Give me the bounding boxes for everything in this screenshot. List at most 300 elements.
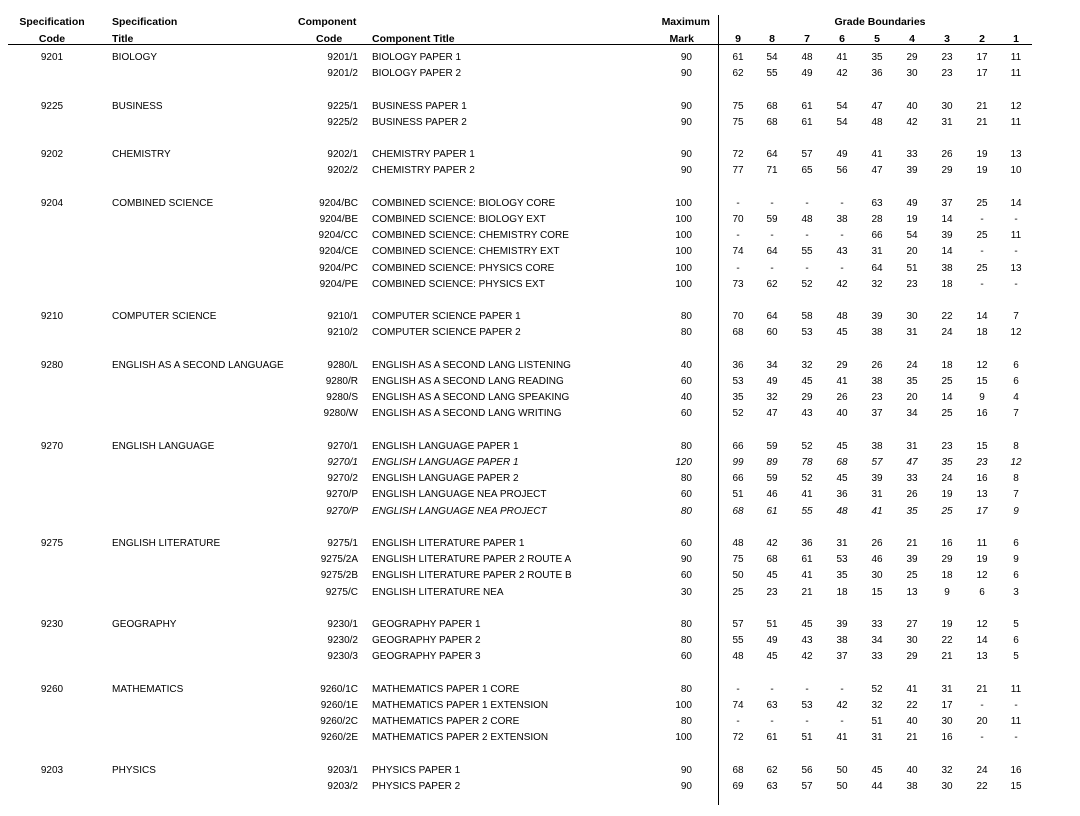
grade-3-boundary: 29 <box>941 165 953 177</box>
grade-2-boundary: 21 <box>976 100 988 112</box>
component-code: 9270/1 <box>327 440 358 452</box>
grade-6-boundary: 41 <box>836 732 848 744</box>
grade-2-boundary: 13 <box>976 489 988 501</box>
grade-7-boundary: 45 <box>801 376 813 387</box>
maximum-mark: 100 <box>675 197 692 209</box>
component-title: PHYSICS PAPER 2 <box>372 781 461 792</box>
grade-9-boundary: 68 <box>732 327 744 339</box>
spec-title: MATHEMATICS <box>112 683 184 695</box>
column-divider <box>718 15 719 805</box>
grade-7-boundary: 61 <box>801 116 813 128</box>
grade-9-boundary: - <box>736 262 740 274</box>
grade-9-boundary: 48 <box>732 651 744 663</box>
component-code: 9225/1 <box>327 100 358 112</box>
maximum-mark: 100 <box>675 700 692 711</box>
spec-code: 9204 <box>40 197 64 209</box>
component-title: ENGLISH LITERATURE PAPER 2 ROUTE B <box>372 570 572 582</box>
grade-7-boundary: 45 <box>801 619 813 630</box>
grade-4-boundary: 19 <box>906 214 918 225</box>
maximum-mark: 100 <box>675 246 692 258</box>
component-code: 9204/PE <box>319 278 358 290</box>
spec-code: 9225 <box>40 100 64 112</box>
grade-7-boundary: 43 <box>801 635 813 647</box>
grade-7-boundary: 52 <box>801 473 813 485</box>
grade-8-boundary: 23 <box>766 586 778 598</box>
grade-8-boundary: 34 <box>766 359 778 371</box>
grade-3-boundary: 30 <box>941 100 953 112</box>
grade-8-boundary: 63 <box>766 700 778 711</box>
maximum-mark: 90 <box>680 149 692 161</box>
grade-5-boundary: 47 <box>871 165 883 177</box>
grade-5-boundary: 26 <box>871 359 883 371</box>
grade-7-boundary: - <box>805 716 809 728</box>
grade-1-boundary: 13 <box>1010 262 1022 274</box>
component-code: 9230/1 <box>327 619 358 630</box>
grade-7-boundary: 57 <box>801 781 813 792</box>
grade-8-boundary: 68 <box>766 116 778 128</box>
grade-1-boundary: 7 <box>1013 489 1019 501</box>
grade-header-6: 6 <box>839 33 845 45</box>
grade-2-boundary: 24 <box>976 764 988 776</box>
maximum-mark: 80 <box>680 683 692 695</box>
grade-9-boundary: 99 <box>732 457 744 468</box>
grade-5-boundary: 41 <box>871 149 883 161</box>
grade-2-boundary: 25 <box>976 262 988 274</box>
grade-8-boundary: - <box>770 197 774 209</box>
grade-3-boundary: 14 <box>941 246 953 258</box>
grade-6-boundary: 41 <box>836 52 848 63</box>
grade-3-boundary: 25 <box>941 376 953 387</box>
maximum-mark: 60 <box>680 538 692 549</box>
grade-3-boundary: 32 <box>941 764 953 776</box>
grade-8-boundary: 59 <box>766 440 778 452</box>
grade-header-2: 2 <box>979 33 985 45</box>
grade-9-boundary: - <box>736 197 740 209</box>
header-comp-code-line1: Component <box>298 16 357 28</box>
spec-code: 9202 <box>40 149 64 161</box>
grade-4-boundary: 20 <box>906 392 918 404</box>
grade-1-boundary: 8 <box>1013 473 1019 485</box>
grade-3-boundary: 14 <box>941 392 953 404</box>
grade-9-boundary: 35 <box>732 392 744 404</box>
component-title: ENGLISH AS A SECOND LANG WRITING <box>372 408 562 420</box>
grade-8-boundary: 59 <box>766 473 778 485</box>
maximum-mark: 80 <box>680 311 692 323</box>
component-code: 9270/2 <box>327 473 358 485</box>
grade-5-boundary: 32 <box>871 278 883 290</box>
grade-8-boundary: 59 <box>766 214 778 225</box>
component-title: MATHEMATICS PAPER 1 EXTENSION <box>372 700 549 711</box>
grade-6-boundary: 42 <box>836 278 848 290</box>
grade-5-boundary: 38 <box>871 327 883 339</box>
maximum-mark: 90 <box>680 165 692 177</box>
component-code: 9275/1 <box>327 538 358 549</box>
grade-5-boundary: 35 <box>871 52 883 63</box>
grade-8-boundary: - <box>770 716 774 728</box>
component-code: 9230/2 <box>327 635 358 647</box>
grade-6-boundary: 48 <box>836 311 848 323</box>
grade-7-boundary: 36 <box>801 538 813 549</box>
header-comp-title: Component Title <box>372 33 455 45</box>
maximum-mark: 60 <box>680 376 692 387</box>
component-code: 9260/2E <box>320 732 358 744</box>
grade-9-boundary: - <box>736 230 740 242</box>
grade-9-boundary: 62 <box>732 68 744 80</box>
grade-4-boundary: 31 <box>906 327 918 339</box>
grade-3-boundary: 24 <box>941 473 953 485</box>
grade-6-boundary: 38 <box>836 214 848 225</box>
component-code: 9270/1 <box>327 457 358 468</box>
maximum-mark: 80 <box>680 716 692 728</box>
grade-3-boundary: 18 <box>941 570 953 582</box>
grade-6-boundary: 37 <box>836 651 848 663</box>
grade-3-boundary: 16 <box>941 538 953 549</box>
grade-9-boundary: 51 <box>732 489 744 501</box>
grade-8-boundary: 68 <box>766 100 778 112</box>
grade-2-boundary: 11 <box>976 538 988 549</box>
component-title: COMPUTER SCIENCE PAPER 2 <box>372 327 521 339</box>
grade-4-boundary: 39 <box>906 554 918 566</box>
grade-1-boundary: 11 <box>1010 52 1022 63</box>
grade-7-boundary: - <box>805 230 809 242</box>
maximum-mark: 60 <box>680 651 692 663</box>
component-code: 9260/1C <box>320 683 358 695</box>
header-spec-code-line1: Specification <box>19 16 85 28</box>
grade-6-boundary: 50 <box>836 764 848 776</box>
component-title: ENGLISH LITERATURE NEA <box>372 586 504 598</box>
grade-2-boundary: 19 <box>976 165 988 177</box>
grade-1-boundary: 15 <box>1010 781 1022 792</box>
grade-7-boundary: 51 <box>801 732 813 744</box>
grade-8-boundary: 61 <box>766 732 778 744</box>
grade-3-boundary: 19 <box>941 489 953 501</box>
grade-4-boundary: 42 <box>906 116 918 128</box>
grade-7-boundary: 41 <box>801 489 813 501</box>
grade-2-boundary: 25 <box>976 197 988 209</box>
component-title: COMBINED SCIENCE: CHEMISTRY CORE <box>372 230 569 242</box>
component-title: GEOGRAPHY PAPER 2 <box>372 635 481 647</box>
grade-5-boundary: 23 <box>871 392 883 404</box>
grade-8-boundary: 49 <box>766 376 778 387</box>
grade-8-boundary: - <box>770 683 774 695</box>
grade-1-boundary: 12 <box>1010 457 1022 468</box>
grade-1-boundary: 11 <box>1010 230 1022 242</box>
grade-6-boundary: 48 <box>836 505 848 517</box>
grade-9-boundary: 48 <box>732 538 744 549</box>
grade-7-boundary: 56 <box>801 764 813 776</box>
grade-2-boundary: 19 <box>976 149 988 161</box>
grade-2-boundary: - <box>980 732 984 744</box>
grade-9-boundary: - <box>736 716 740 728</box>
header-spec-title-line2: Title <box>112 33 134 45</box>
grade-9-boundary: 25 <box>732 586 744 598</box>
component-code: 9202/1 <box>327 149 358 161</box>
grade-2-boundary: 12 <box>976 359 988 371</box>
grade-9-boundary: 50 <box>732 570 744 582</box>
grade-4-boundary: 13 <box>906 586 918 598</box>
grade-header-4: 4 <box>909 33 915 45</box>
grade-3-boundary: 25 <box>941 505 953 517</box>
grade-5-boundary: 30 <box>871 570 883 582</box>
grade-5-boundary: 39 <box>871 473 883 485</box>
grade-1-boundary: - <box>1014 700 1018 711</box>
grade-4-boundary: 40 <box>906 100 918 112</box>
grade-9-boundary: 73 <box>732 278 744 290</box>
grade-8-boundary: 51 <box>766 619 778 630</box>
grade-8-boundary: 49 <box>766 635 778 647</box>
grade-3-boundary: 21 <box>941 651 953 663</box>
grade-5-boundary: 41 <box>871 505 883 517</box>
component-code: 9203/2 <box>327 781 358 792</box>
maximum-mark: 100 <box>675 262 692 274</box>
grade-4-boundary: 31 <box>906 440 918 452</box>
grade-4-boundary: 40 <box>906 764 918 776</box>
grade-3-boundary: 22 <box>941 311 953 323</box>
grade-4-boundary: 30 <box>906 68 918 80</box>
grade-9-boundary: 66 <box>732 473 744 485</box>
grade-3-boundary: 26 <box>941 149 953 161</box>
grade-2-boundary: 22 <box>976 781 988 792</box>
component-code: 9201/1 <box>327 52 358 63</box>
grade-6-boundary: 40 <box>836 408 848 420</box>
grade-4-boundary: 24 <box>906 359 918 371</box>
grade-6-boundary: 41 <box>836 376 848 387</box>
component-title: GEOGRAPHY PAPER 3 <box>372 651 481 663</box>
grade-1-boundary: 6 <box>1013 376 1019 387</box>
grade-9-boundary: - <box>736 683 740 695</box>
grade-1-boundary: - <box>1014 214 1018 225</box>
grade-3-boundary: 35 <box>941 457 953 468</box>
component-code: 9270/P <box>326 489 358 501</box>
grade-2-boundary: 15 <box>976 376 988 387</box>
grade-3-boundary: 30 <box>941 781 953 792</box>
grade-7-boundary: 55 <box>801 505 813 517</box>
maximum-mark: 60 <box>680 408 692 420</box>
grade-9-boundary: 52 <box>732 408 744 420</box>
component-title: CHEMISTRY PAPER 2 <box>372 165 475 177</box>
grade-1-boundary: 13 <box>1010 149 1022 161</box>
grade-8-boundary: 63 <box>766 781 778 792</box>
grade-3-boundary: 14 <box>941 214 953 225</box>
grade-2-boundary: 14 <box>976 635 988 647</box>
grade-2-boundary: 16 <box>976 408 988 420</box>
grade-6-boundary: 42 <box>836 68 848 80</box>
grade-7-boundary: 57 <box>801 149 813 161</box>
component-title: MATHEMATICS PAPER 1 CORE <box>372 683 520 695</box>
component-title: ENGLISH AS A SECOND LANG LISTENING <box>372 359 571 371</box>
grade-4-boundary: 39 <box>906 165 918 177</box>
grade-3-boundary: 29 <box>941 554 953 566</box>
grade-5-boundary: 15 <box>871 586 883 598</box>
grade-1-boundary: 8 <box>1013 440 1019 452</box>
spec-code: 9230 <box>40 619 64 630</box>
grade-header-9: 9 <box>735 33 741 45</box>
component-title: BUSINESS PAPER 1 <box>372 100 467 112</box>
grade-7-boundary: 65 <box>801 165 813 177</box>
grade-9-boundary: 70 <box>732 214 744 225</box>
grade-6-boundary: 29 <box>836 359 848 371</box>
grade-4-boundary: 54 <box>906 230 918 242</box>
grade-3-boundary: 30 <box>941 716 953 728</box>
maximum-mark: 90 <box>680 100 692 112</box>
component-title: BIOLOGY PAPER 1 <box>372 52 462 63</box>
maximum-mark: 40 <box>680 392 692 404</box>
grade-3-boundary: 23 <box>941 68 953 80</box>
grade-7-boundary: 61 <box>801 554 813 566</box>
grade-7-boundary: 53 <box>801 700 813 711</box>
grade-7-boundary: 42 <box>801 651 813 663</box>
maximum-mark: 100 <box>675 732 692 744</box>
grade-1-boundary: 11 <box>1010 116 1022 128</box>
component-code: 9280/W <box>323 408 358 420</box>
grade-9-boundary: 36 <box>732 359 744 371</box>
grade-9-boundary: 68 <box>732 505 744 517</box>
maximum-mark: 90 <box>680 52 692 63</box>
grade-1-boundary: 7 <box>1013 311 1019 323</box>
spec-code: 9270 <box>40 440 64 452</box>
grade-2-boundary: 12 <box>976 570 988 582</box>
component-code: 9230/3 <box>327 651 358 663</box>
header-spec-code-line2: Code <box>38 33 66 45</box>
grade-1-boundary: 9 <box>1013 505 1019 517</box>
grade-1-boundary: - <box>1014 246 1018 258</box>
grade-1-boundary: 11 <box>1010 716 1022 728</box>
grade-4-boundary: 33 <box>906 149 918 161</box>
grade-9-boundary: 74 <box>732 700 744 711</box>
grade-4-boundary: 21 <box>906 538 918 549</box>
maximum-mark: 80 <box>680 440 692 452</box>
component-title: ENGLISH LANGUAGE PAPER 1 <box>372 440 519 452</box>
grade-8-boundary: 46 <box>766 489 778 501</box>
grade-9-boundary: 75 <box>732 554 744 566</box>
grade-6-boundary: 53 <box>836 554 848 566</box>
grade-7-boundary: - <box>805 683 809 695</box>
spec-title: PHYSICS <box>112 764 156 776</box>
grade-1-boundary: 6 <box>1013 570 1019 582</box>
grade-9-boundary: 77 <box>732 165 744 177</box>
component-title: MATHEMATICS PAPER 2 EXTENSION <box>372 732 549 744</box>
maximum-mark: 80 <box>680 635 692 647</box>
grade-4-boundary: 22 <box>906 700 918 711</box>
grade-6-boundary: 50 <box>836 781 848 792</box>
grade-2-boundary: 17 <box>976 68 988 80</box>
component-title: COMPUTER SCIENCE PAPER 1 <box>372 311 521 323</box>
maximum-mark: 80 <box>680 619 692 630</box>
grade-5-boundary: 48 <box>871 116 883 128</box>
grade-7-boundary: 55 <box>801 246 813 258</box>
grade-7-boundary: 49 <box>801 68 813 80</box>
spec-code: 9275 <box>40 538 64 549</box>
component-title: ENGLISH LITERATURE PAPER 1 <box>372 538 525 549</box>
maximum-mark: 40 <box>680 359 692 371</box>
grade-7-boundary: 52 <box>801 440 813 452</box>
component-code: 9275/C <box>325 586 358 598</box>
grade-3-boundary: 23 <box>941 440 953 452</box>
grade-1-boundary: 4 <box>1013 392 1019 404</box>
grade-4-boundary: 30 <box>906 311 918 323</box>
grade-1-boundary: - <box>1014 278 1018 290</box>
grade-8-boundary: 55 <box>766 68 778 80</box>
maximum-mark: 60 <box>680 570 692 582</box>
grade-4-boundary: 20 <box>906 246 918 258</box>
spec-title: ENGLISH LANGUAGE <box>112 440 215 452</box>
grade-5-boundary: 34 <box>871 635 883 647</box>
header-max-mark-line2: Mark <box>669 33 694 45</box>
grade-3-boundary: 31 <box>941 683 953 695</box>
grade-7-boundary: 53 <box>801 327 813 339</box>
grade-3-boundary: 25 <box>941 408 953 420</box>
spec-title: CHEMISTRY <box>112 149 171 161</box>
maximum-mark: 80 <box>680 327 692 339</box>
grade-4-boundary: 47 <box>906 457 918 468</box>
grade-9-boundary: 72 <box>732 732 744 744</box>
component-code: 9225/2 <box>327 116 358 128</box>
grade-2-boundary: 21 <box>976 683 988 695</box>
grade-4-boundary: 29 <box>906 651 918 663</box>
grade-6-boundary: 36 <box>836 489 848 501</box>
grade-6-boundary: 49 <box>836 149 848 161</box>
header-spec-title-line1: Specification <box>112 16 178 28</box>
grade-5-boundary: 31 <box>871 489 883 501</box>
maximum-mark: 80 <box>680 505 692 517</box>
grade-3-boundary: 31 <box>941 116 953 128</box>
grade-5-boundary: 46 <box>871 554 883 566</box>
grade-6-boundary: 54 <box>836 116 848 128</box>
grade-7-boundary: 41 <box>801 570 813 582</box>
grade-7-boundary: 21 <box>801 586 813 598</box>
grade-7-boundary: 58 <box>801 311 813 323</box>
grade-1-boundary: 9 <box>1013 554 1019 566</box>
grade-2-boundary: 12 <box>976 619 988 630</box>
grade-8-boundary: 64 <box>766 246 778 258</box>
component-title: ENGLISH AS A SECOND LANG SPEAKING <box>372 392 570 404</box>
grade-6-boundary: 68 <box>836 457 848 468</box>
grade-2-boundary: 16 <box>976 473 988 485</box>
grade-8-boundary: 45 <box>766 570 778 582</box>
grade-1-boundary: 5 <box>1013 619 1019 630</box>
component-title: CHEMISTRY PAPER 1 <box>372 149 475 161</box>
grade-3-boundary: 39 <box>941 230 953 242</box>
grade-5-boundary: 33 <box>871 619 883 630</box>
grade-4-boundary: 21 <box>906 732 918 744</box>
grade-1-boundary: 12 <box>1010 327 1022 339</box>
grade-8-boundary: 47 <box>766 408 778 420</box>
grade-2-boundary: 9 <box>979 392 985 404</box>
component-code: 9210/1 <box>327 311 358 323</box>
grade-2-boundary: 21 <box>976 116 988 128</box>
grade-1-boundary: 12 <box>1010 100 1022 112</box>
grade-7-boundary: 43 <box>801 408 813 420</box>
grade-3-boundary: 23 <box>941 52 953 63</box>
grade-5-boundary: 51 <box>871 716 883 728</box>
grade-4-boundary: 25 <box>906 570 918 582</box>
grade-8-boundary: 61 <box>766 505 778 517</box>
maximum-mark: 80 <box>680 473 692 485</box>
grade-2-boundary: 14 <box>976 311 988 323</box>
component-title: GEOGRAPHY PAPER 1 <box>372 619 481 630</box>
grade-3-boundary: 38 <box>941 262 953 274</box>
grade-8-boundary: 42 <box>766 538 778 549</box>
grade-5-boundary: 57 <box>871 457 883 468</box>
grade-6-boundary: 38 <box>836 635 848 647</box>
grade-2-boundary: 13 <box>976 651 988 663</box>
spec-code: 9203 <box>40 764 64 776</box>
grade-3-boundary: 22 <box>941 635 953 647</box>
component-title: COMBINED SCIENCE: CHEMISTRY EXT <box>372 246 560 258</box>
grade-2-boundary: - <box>980 214 984 225</box>
component-code: 9201/2 <box>327 68 358 80</box>
spec-title: COMBINED SCIENCE <box>112 197 214 209</box>
